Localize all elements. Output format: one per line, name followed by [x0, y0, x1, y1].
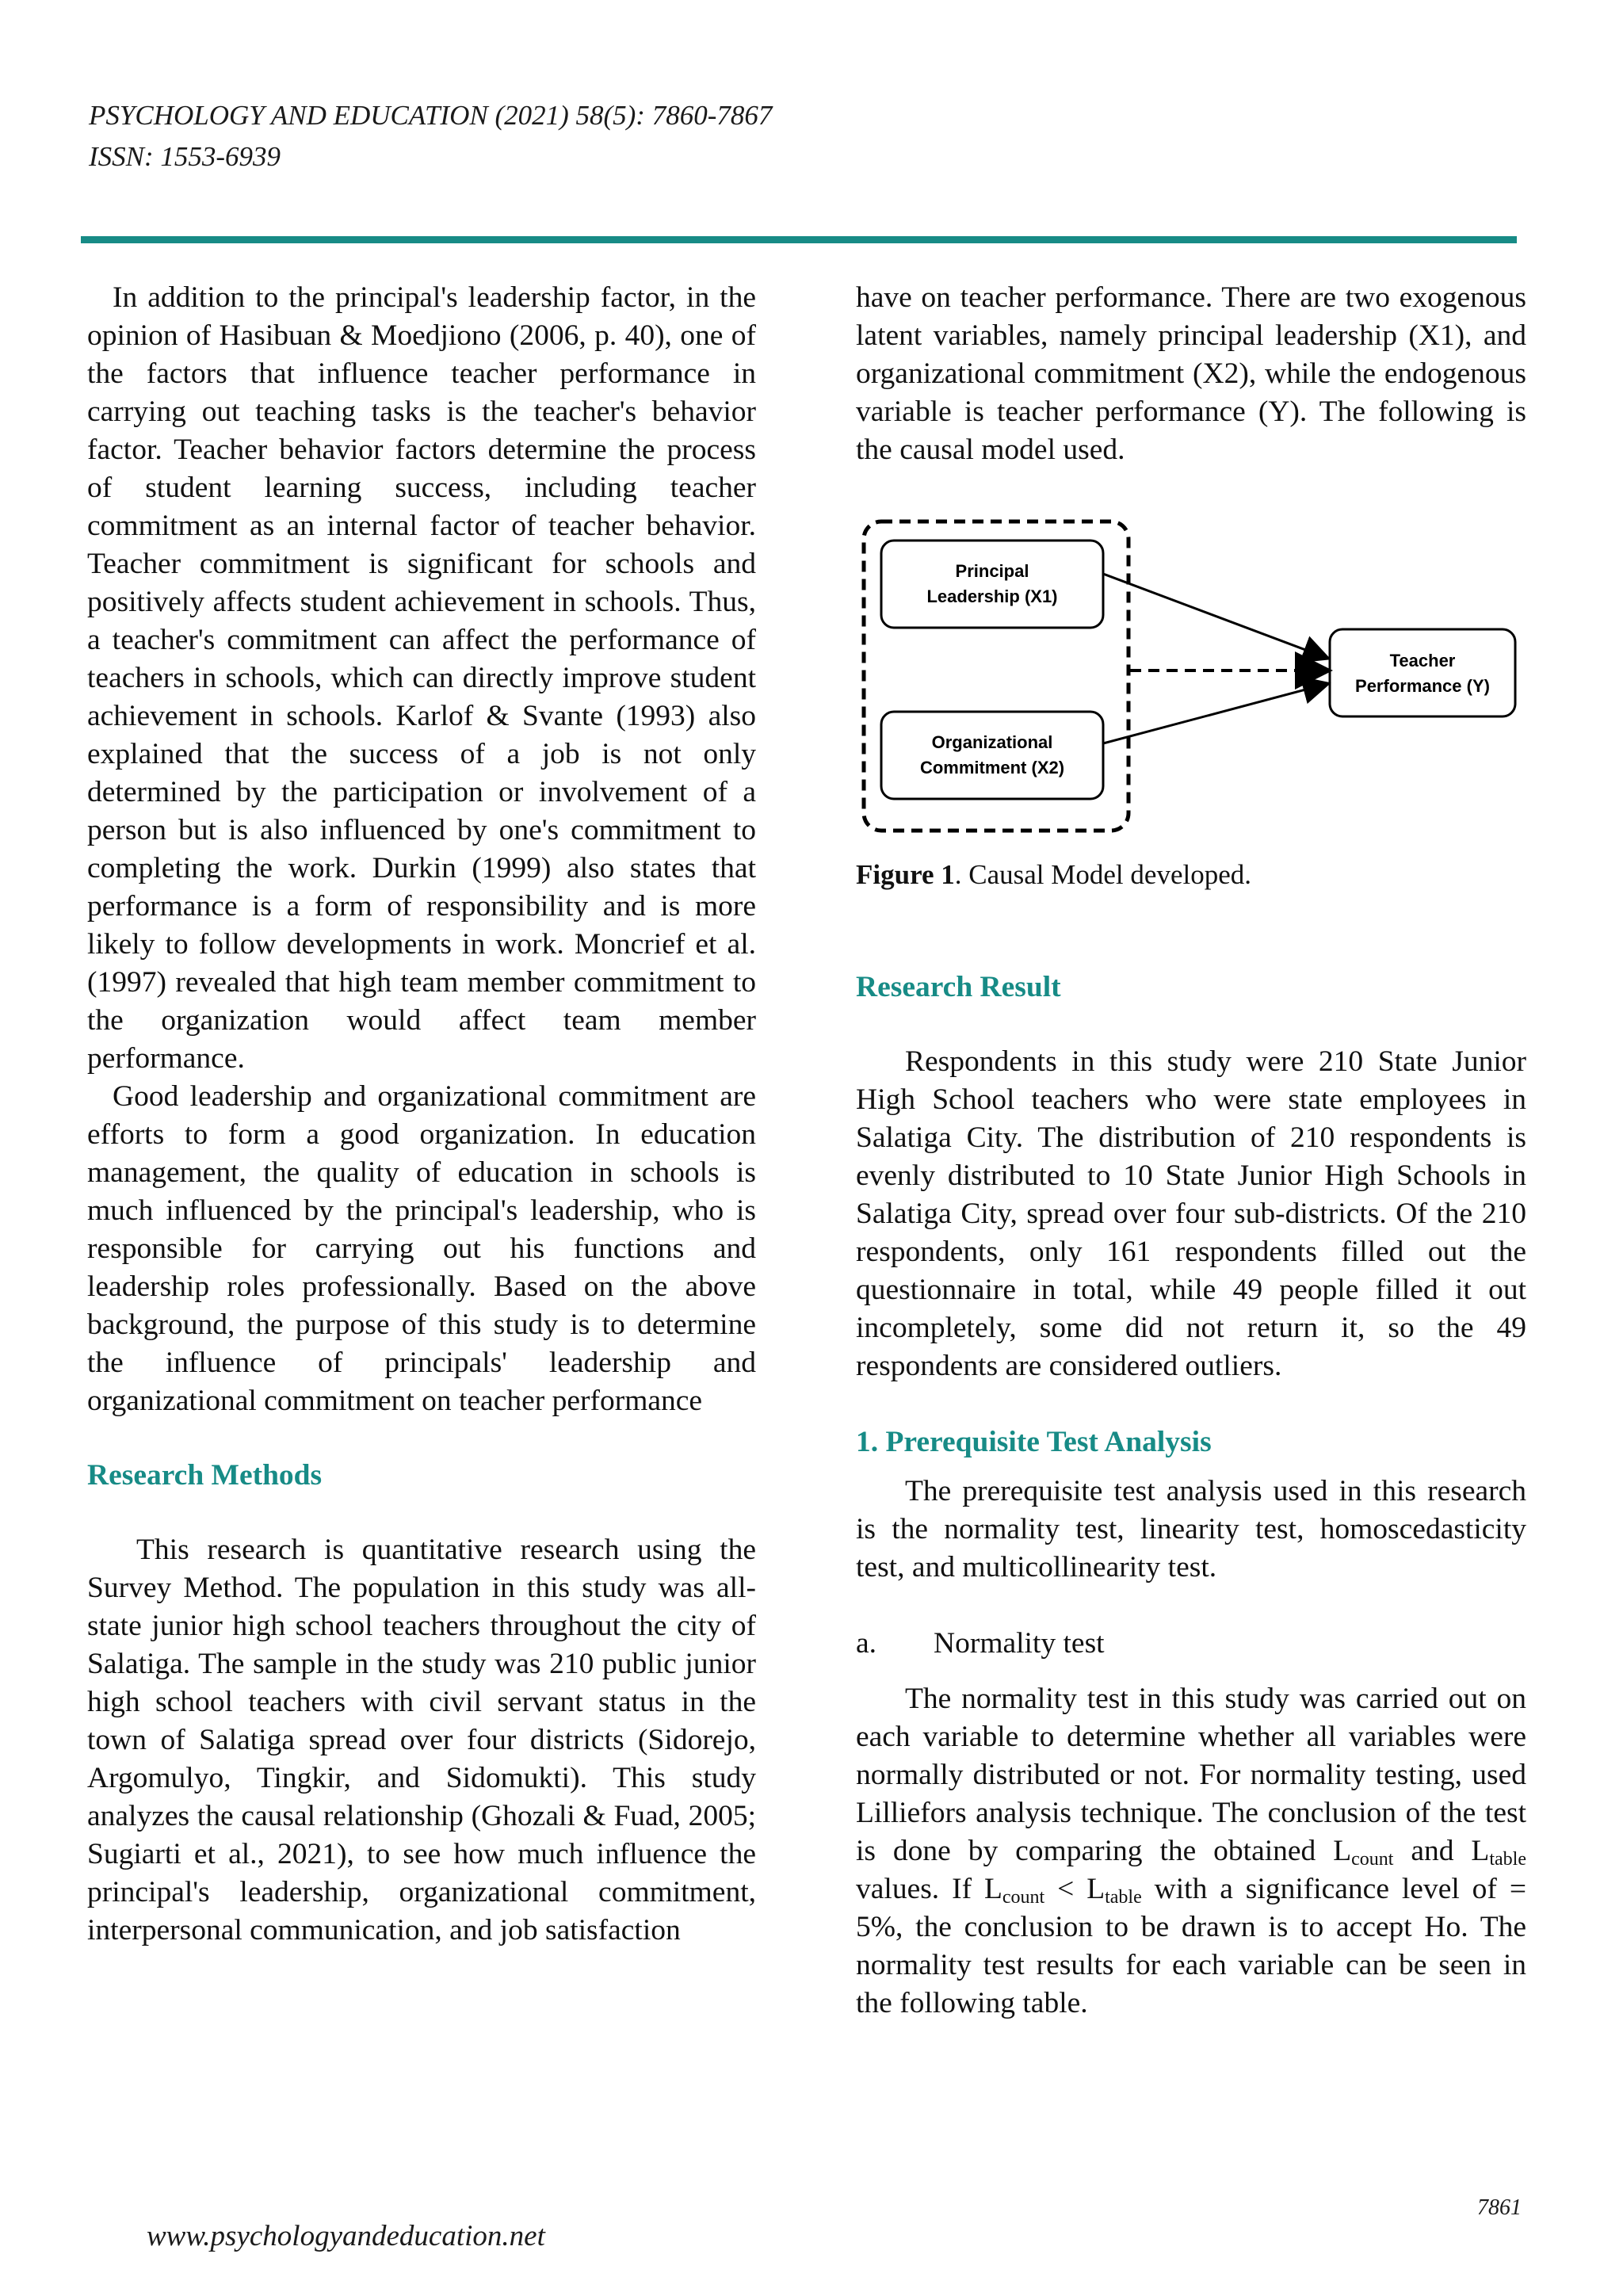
paragraph: This research is quantitative research using the Survey Method. The population in this study was all-state junior high school teachers throughout the city of Salatiga. The sample in the study was 210 public junior high school teachers with civil servant status in the town of Salatiga spread over four districts (Sidorejo, Argomulyo, Tingkir, and Sidomukti). This study analyzes the causal relationship (Ghozali & Fuad, 2005; Sugiarti et al., 2021), to see how much influence the principal's leadership, organizational commitment, interpersonal communication, and job satisfaction [87, 1534, 756, 1946]
list-text: Normality test [934, 1627, 1105, 1660]
box-teacher-performance [1330, 629, 1515, 716]
paragraph: The prerequisite test analysis used in this research is the normality test, linearity test, homoscedasticity test, and multicollinearity test. [856, 1475, 1526, 1584]
text-run: < L [1044, 1873, 1106, 1905]
subscript: table [1489, 1849, 1526, 1870]
causal-model-figure [856, 514, 1526, 837]
arrow-x2-to-y [1103, 684, 1327, 743]
journal-citation: PSYCHOLOGY AND EDUCATION (2021) 58(5): 7860-7867 [89, 100, 773, 131]
figure-label: Figure 1 [856, 859, 955, 890]
subscript: count [1002, 1887, 1045, 1908]
figure-caption-text: . Causal Model developed. [954, 859, 1251, 890]
paragraph: have on teacher performance. There are two exogenous latent variables, namely principal leadership (X1), and organizational commitment (X2), while the endogenous variable is teacher performance (Y). The following is the causal model used. [856, 281, 1526, 466]
running-header [89, 95, 1040, 178]
figure-caption [856, 856, 1526, 894]
text-run: values. If L [856, 1873, 1002, 1905]
box-organizational-commitment [881, 712, 1103, 799]
causal-model-diagram [856, 514, 1526, 837]
box-x2-line2: Commitment (X2) [919, 758, 1065, 777]
text-run: and L [1393, 1835, 1490, 1867]
subscript: table [1105, 1887, 1142, 1908]
paragraph [856, 1680, 1526, 2023]
header-rule [81, 236, 1517, 243]
footer-url[interactable]: www.psychologyandeducation.net [147, 2220, 545, 2252]
box-x1-line2: Leadership (X1) [926, 586, 1058, 606]
issn: ISSN: 1553-6939 [89, 141, 281, 172]
paragraph: Good leadership and organizational commitment are efforts to form a good organization. In education management, the quality of education in schools is much influenced by the principal's leadership, who is responsible for carrying out his functions and leadership roles professionally. Based on the above background, the purpose of this study is to determine the influence of principals' leadership and organizational commitment on teacher performance [87, 1080, 756, 1417]
arrow-x1-to-y [1103, 574, 1327, 658]
box-x1-line1: Principal [955, 561, 1029, 581]
box-y-line2: Performance (Y) [1355, 676, 1490, 696]
research-result-heading: Research Result [856, 971, 1061, 1003]
page-number: 7861 [1477, 2195, 1522, 2220]
box-x2-line1: Organizational [931, 732, 1053, 752]
prerequisite-heading: 1. Prerequisite Test Analysis [856, 1426, 1212, 1458]
right-column [856, 279, 1526, 2023]
text-run: with a significance level of = 5%, the conclusion to be drawn is to accept Ho. The normality test results for each variable can be seen in the following table. [856, 1873, 1526, 2019]
box-principal-leadership [881, 541, 1103, 628]
text-run: The normality test in this study was carried out on each variable to determine whether all variables were normally distributed or not. For normality testing, used Lilliefors analysis technique. The conclusion of the test is done by comparing the obtained L [856, 1683, 1526, 1867]
paragraph: Respondents in this study were 210 State Junior High School teachers who were state employees in Salatiga City. The distribution of 210 respondents is evenly distributed to 10 State Junior High Schools in Salatiga City, spread over four sub-districts. Of the 210 respondents, only 161 respondents filled out the questionnaire in total, while 49 people filled it out incompletely, some did not return it, so the 49 respondents are considered outliers. [856, 1045, 1526, 1382]
paragraph: In addition to the principal's leadership factor, in the opinion of Hasibuan & Moedjiono (2006, p. 40), one of the factors that influence teacher performance in carrying out teaching tasks is the teacher's behavior factor. Teacher behavior factors determine the process of student learning success, including teacher commitment as an internal factor of teacher behavior. Teacher commitment is significant for schools and positively affects student achievement in schools. Thus, a teacher's commitment can affect the performance of teachers in schools, which can directly improve student achievement in schools. Karlof & Svante (1993) also explained that the success of a job is not only determined by the participation or involvement of a person but is also influenced by one's commitment to completing the work. Durkin (1999) also states that performance is a form of responsibility and is more likely to follow developments in work. Moncrief et al. (1997) revealed that high team member commitment to the organization would affect team member performance. [87, 281, 756, 1075]
research-methods-heading: Research Methods [87, 1459, 323, 1492]
list-letter: a. [856, 1627, 877, 1660]
box-y-line1: Teacher [1389, 651, 1456, 670]
left-column [87, 279, 756, 1950]
list-item [856, 1625, 1526, 1663]
subscript: count [1351, 1849, 1394, 1870]
